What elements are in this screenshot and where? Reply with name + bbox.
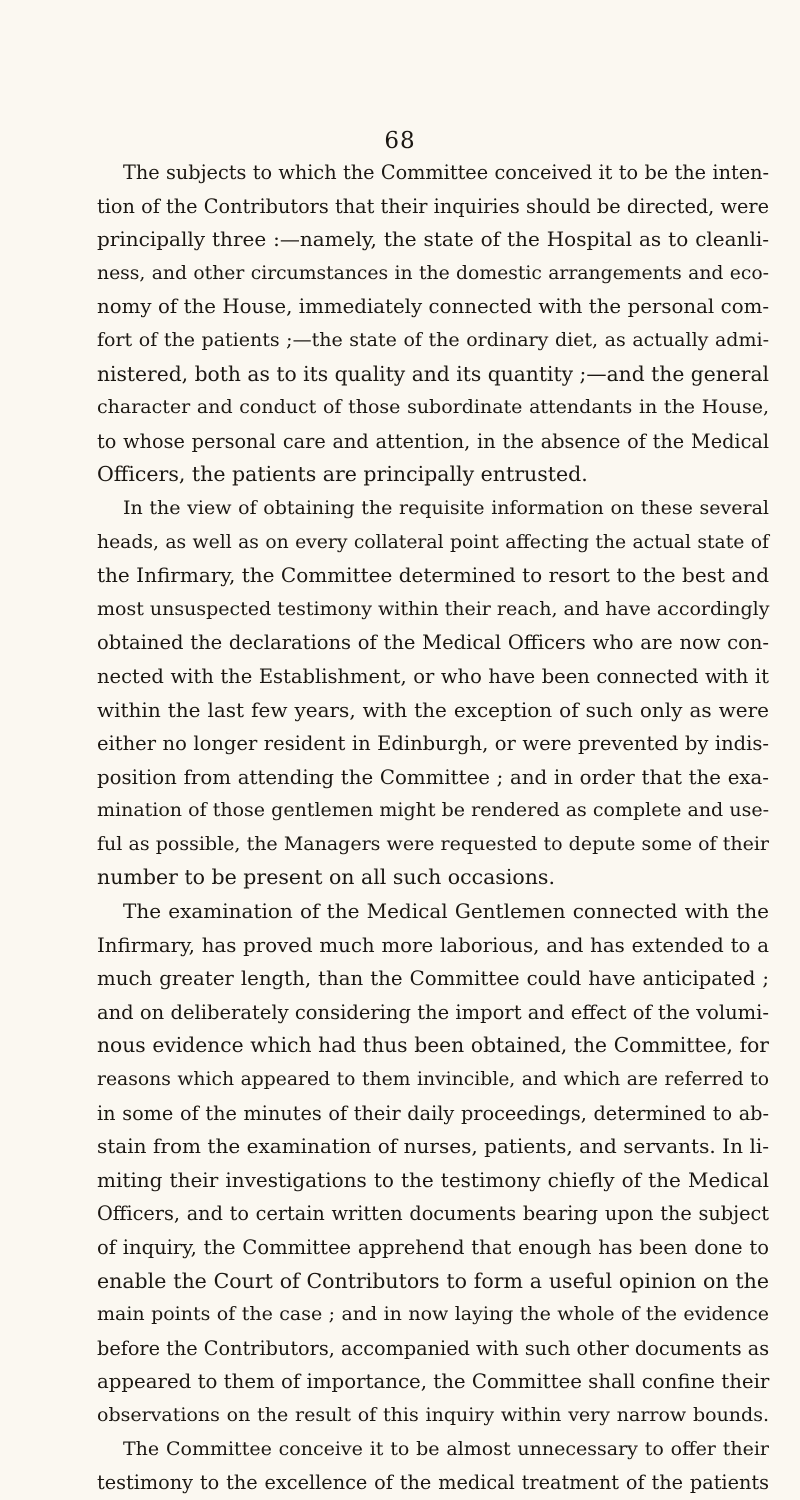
body-text <box>97 156 769 1500</box>
text-line: and on deliberately considering the import and effect of the volumi- <box>97 1000 769 1024</box>
text-line: to whose personal care and attention, in the absence of the Medical <box>97 429 769 453</box>
text-line: mination of those gentlemen might be rendered as complete and use- <box>97 799 769 822</box>
text-line: position from attending the Committee ; and in order that the exa- <box>97 765 769 789</box>
text-line: observations on the result of this inquiry within very narrow bounds. <box>97 1403 769 1426</box>
text-line: Officers, the patients are principally entrusted. <box>97 462 588 487</box>
text-line: nistered, both as to its quality and its quantity ;—and the general <box>97 361 769 386</box>
text-line: heads, as well as on every collateral point affecting the actual state of <box>97 531 769 553</box>
text-line: number to be present on all such occasions. <box>97 865 555 890</box>
text-line: either no longer resident in Edinburgh, or were prevented by indis- <box>97 732 769 756</box>
text-line: fort of the patients ;—the state of the ordinary diet, as actually admi- <box>97 328 769 351</box>
text-line: miting their investigations to the testimony chiefly of the Medical <box>97 1167 769 1192</box>
text-line: before the Contributors, accompanied with such other documents as <box>97 1336 770 1360</box>
text-line: character and conduct of those subordinate attendants in the House, <box>97 396 769 419</box>
text-line: stain from the examination of nurses, patients, and servants. In li- <box>97 1134 769 1159</box>
text-line: ness, and other circumstances in the domestic arrangements and eco- <box>97 262 769 284</box>
text-line: tion of the Contributors that their inquiries should be directed, were <box>97 194 769 218</box>
text-line: ful as possible, the Managers were requested to depute some of their <box>97 832 769 855</box>
text-line: nous evidence which had thus been obtained, the Committee, for <box>97 1033 769 1058</box>
text-line: much greater length, than the Committee could have anticipated ; <box>97 967 769 991</box>
text-line: obtained the declarations of the Medical Officers who are now con- <box>97 631 769 655</box>
page-number: 68 <box>384 128 416 154</box>
text-line: in some of the minutes of their daily proceedings, determined to ab- <box>97 1101 769 1125</box>
text-line: most unsuspected testimony within their reach, and have accordingly <box>97 597 770 620</box>
text-line: reasons which appeared to them invincible, and which are referred to <box>97 1069 769 1091</box>
text-line: The examination of the Medical Gentlemen connected with the <box>123 899 769 924</box>
text-line: testimony to the excellence of the medical treatment of the patients <box>97 1471 769 1495</box>
text-line: enable the Court of Contributors to form a useful opinion on the <box>97 1268 769 1293</box>
text-line: the Infirmary, the Committee determined to resort to the best and <box>97 563 769 588</box>
text-line: Officers, and to certain written documents bearing upon the subject <box>97 1202 769 1226</box>
text-line: of inquiry, the Committee apprehend that enough has been done to <box>97 1236 769 1259</box>
text-line: within the last few years, with the exception of such only as were <box>97 697 769 722</box>
text-line: nected with the Establishment, or who have been connected with it <box>97 664 769 688</box>
text-line: Infirmary, has proved much more laborious, and has extended to a <box>97 933 769 957</box>
text-line: nomy of the House, immediately connected with the personal com- <box>97 295 769 319</box>
text-line: principally three :—namely, the state of the Hospital as to cleanli- <box>97 227 769 252</box>
text-line: appeared to them of importance, the Committee shall confine their <box>97 1370 770 1394</box>
text-line: The Committee conceive it to be almost unnecessary to offer their <box>123 1437 769 1460</box>
text-line: In the view of obtaining the requisite information on these several <box>123 496 769 519</box>
text-line: The subjects to which the Committee conceived it to be the inten- <box>123 161 769 184</box>
text-line: main points of the case ; and in now laying the whole of the evidence <box>97 1303 769 1326</box>
